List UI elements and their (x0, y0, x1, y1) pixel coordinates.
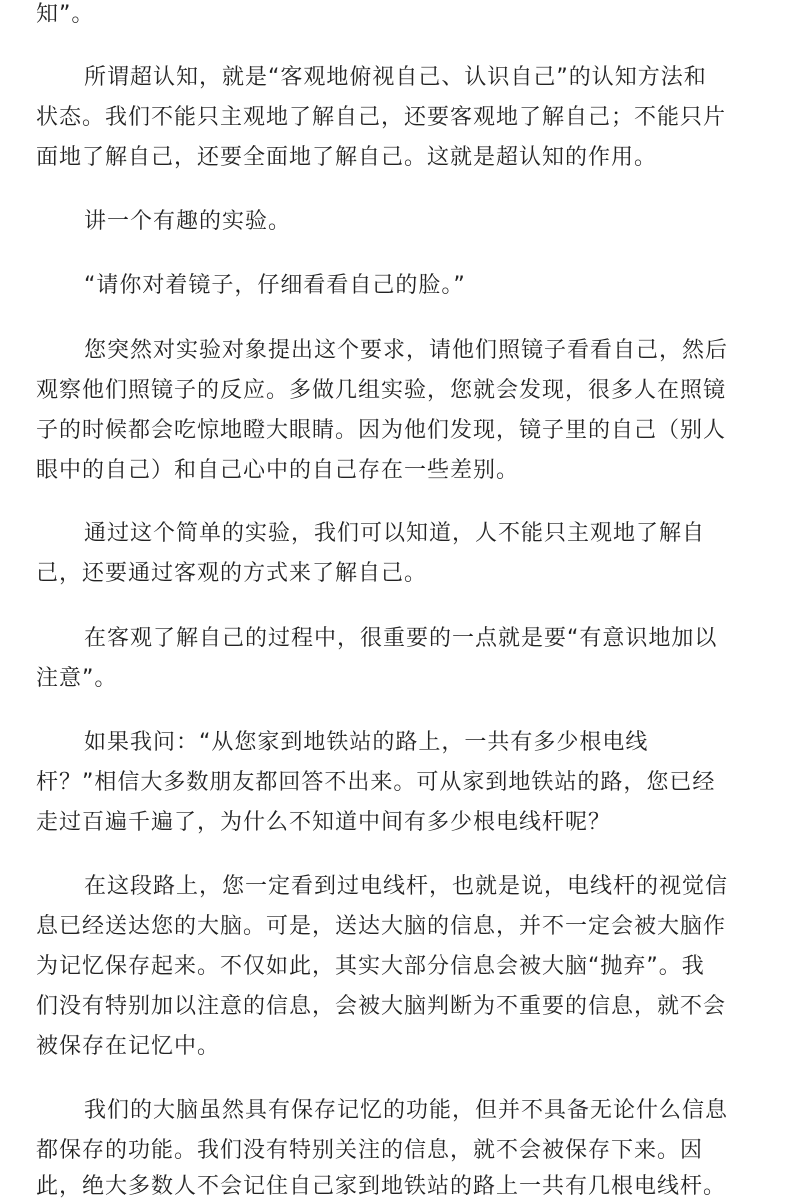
text-line: 走过百遍千遍了，为什么不知道中间有多少根电线杆呢？ (36, 810, 612, 835)
text-line: 讲一个有趣的实验。 (84, 209, 292, 234)
text-line: 己，还要通过客观的方式来了解自己。 (36, 561, 428, 586)
text-line: 此，绝大多数人不会记住自己家到地铁站的路上一共有几根电线杆。 (36, 1174, 727, 1199)
text-line: 在这段路上，您一定看到过电线杆，也就是说，电线杆的视觉信 (84, 874, 729, 899)
text-line: 我们的大脑虽然具有保存记忆的功能，但并不具备无论什么信息 (84, 1098, 729, 1123)
text-line: 所谓超认知，就是“客观地俯视自己、认识自己”的认知方法和 (84, 65, 707, 90)
text-line: 在客观了解自己的过程中，很重要的一点就是要“有意识地加以 (84, 626, 718, 651)
text-line: 都保存的功能。我们没有特别关注的信息，就不会被保存下来。因 (36, 1138, 704, 1163)
text-line: 被保存在记忆中。 (36, 1034, 221, 1059)
text-line: 子的时候都会吃惊地瞪大眼睛。因为他们发现，镜子里的自己（别人 (36, 418, 727, 443)
text-line: 面地了解自己，还要全面地了解自己。这就是超认知的作用。 (36, 145, 658, 170)
text-line: 杆？”相信大多数朋友都回答不出来。可从家到地铁站的路，您已经 (36, 770, 716, 795)
text-line: 您突然对实验对象提出这个要求，请他们照镜子看看自己，然后 (84, 338, 729, 363)
text-line: 状态。我们不能只主观地了解自己，还要客观地了解自己；不能只片 (36, 105, 727, 130)
text-line: 知”。 (36, 2, 95, 27)
text-line: 观察他们照镜子的反应。多做几组实验，您就会发现，很多人在照镜 (36, 378, 727, 403)
text-line: 息已经送达您的大脑。可是，送达大脑的信息，并不一定会被大脑作 (36, 914, 727, 939)
text-line: 眼中的自己）和自己心中的自己存在一些差别。 (36, 458, 520, 483)
text-line: 们没有特别加以注意的信息，会被大脑判断为不重要的信息，就不会 (36, 994, 727, 1019)
text-line: 为记忆保存起来。不仅如此，其实大部分信息会被大脑“抛弃”。我 (36, 954, 705, 979)
text-line: 如果我问：“从您家到地铁站的路上，一共有多少根电线 (84, 730, 649, 755)
text-line: “请你对着镜子，仔细看看自己的脸。” (84, 273, 466, 298)
text-line: 注意”。 (36, 666, 118, 691)
text-line: 通过这个简单的实验，我们可以知道，人不能只主观地了解自 (84, 521, 706, 546)
